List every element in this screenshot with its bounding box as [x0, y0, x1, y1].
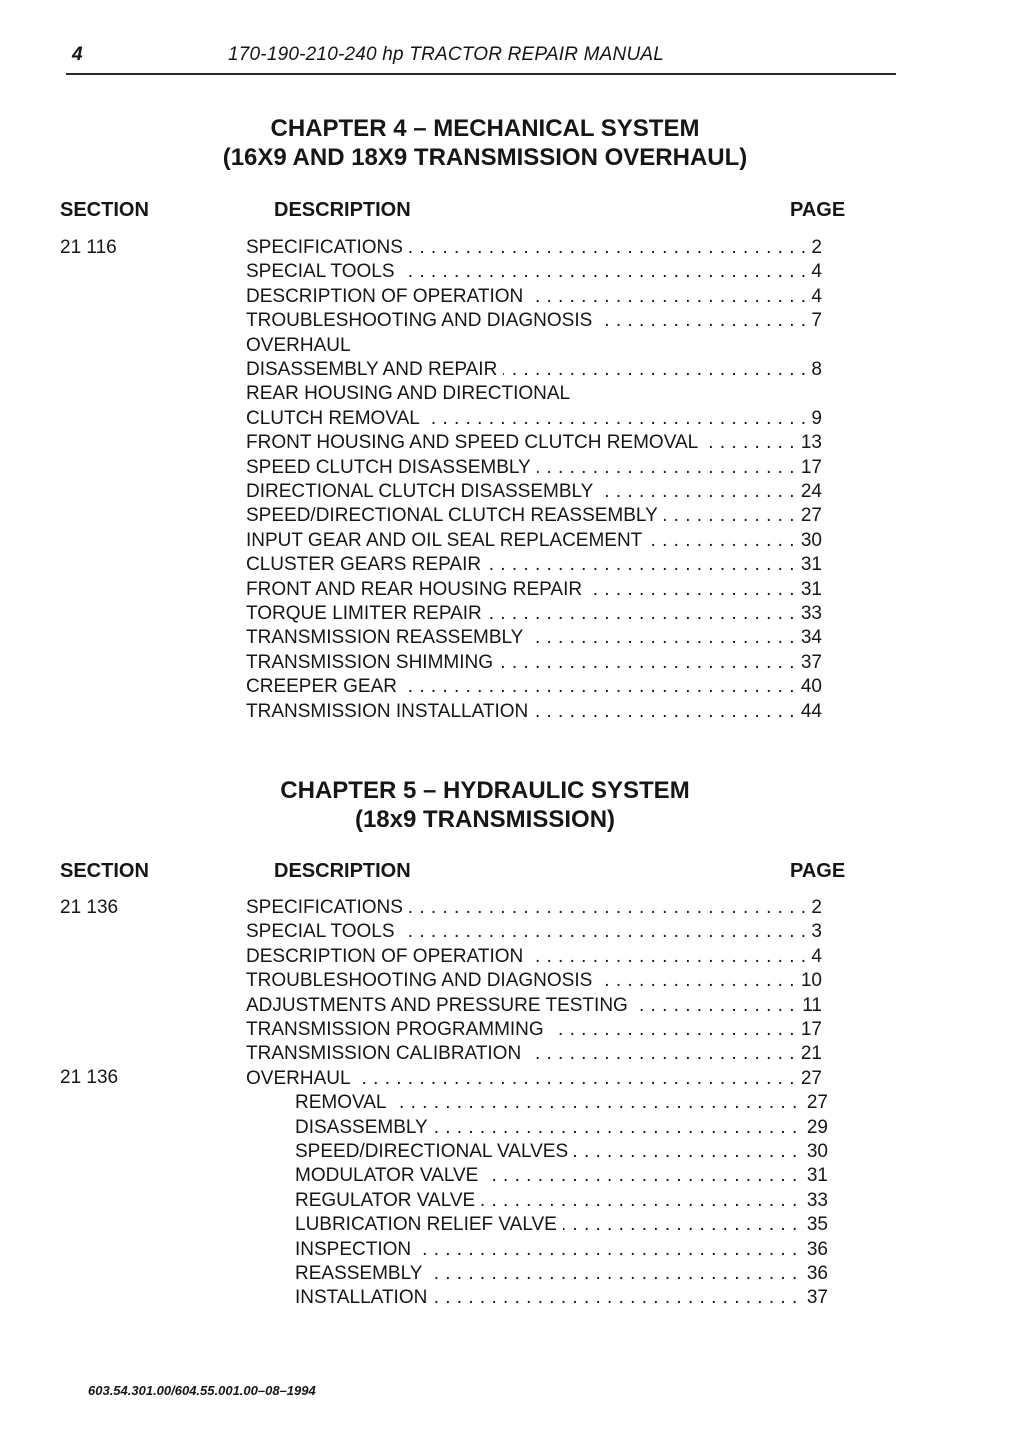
toc-entry-label: SPECIFICATIONS — [246, 896, 409, 920]
toc-entry-label: INPUT GEAR AND OIL SEAL REPLACEMENT — [246, 529, 648, 553]
toc-entry-label: TRANSMISSION SHIMMING — [246, 651, 499, 675]
toc-entry — [246, 553, 822, 577]
toc-entry-page: 4 — [807, 285, 822, 309]
toc-entry-page: 24 — [797, 480, 822, 504]
toc-entry — [246, 920, 822, 944]
chapter-4-page-header: PAGE — [790, 199, 846, 221]
toc-entry-label: TROUBLESHOOTING AND DIAGNOSIS — [246, 969, 598, 993]
toc-entry — [246, 994, 822, 1018]
toc-entry — [295, 1238, 828, 1262]
toc-entry-page: 31 — [797, 553, 822, 577]
toc-entry — [246, 480, 822, 504]
toc-entry-label: FRONT AND REAR HOUSING REPAIR — [246, 578, 588, 602]
toc-entry — [246, 407, 822, 431]
toc-entry — [295, 1213, 828, 1237]
chapter-5-section-code-1: 21 136 — [60, 897, 119, 918]
chapter-5-section-code-2: 21 136 — [60, 1067, 119, 1088]
toc-entry-page: 33 — [803, 1189, 828, 1213]
toc-entry — [246, 969, 822, 993]
toc-entry-label: REASSEMBLY — [295, 1262, 428, 1286]
toc-entry-label: LUBRICATION RELIEF VALVE — [295, 1213, 563, 1237]
toc-entry-page: 35 — [803, 1213, 828, 1237]
toc-entry — [246, 334, 822, 358]
chapter-4-section-header: SECTION — [60, 199, 149, 221]
toc-entry — [246, 382, 822, 406]
chapter-4-title-line1: CHAPTER 4 – MECHANICAL SYSTEM — [270, 115, 700, 142]
toc-entry — [246, 504, 822, 528]
toc-entry-page: 33 — [797, 602, 822, 626]
toc-entry-page: 44 — [797, 700, 822, 724]
toc-entry — [246, 700, 822, 724]
toc-entry-label: REMOVAL — [295, 1091, 393, 1115]
toc-entry — [246, 285, 822, 309]
manual-title: 170-190-210-240 hp TRACTOR REPAIR MANUAL — [228, 44, 665, 65]
toc-entry-page: 27 — [803, 1091, 828, 1115]
toc-entry — [246, 602, 822, 626]
toc-entry-page: 9 — [807, 407, 822, 431]
toc-entry-label: DISASSEMBLY AND REPAIR — [246, 358, 503, 382]
toc-entry-label: OVERHAUL — [246, 334, 357, 358]
chapter-5-title-line2: (18x9 TRANSMISSION) — [354, 806, 616, 833]
toc-entry — [246, 1042, 822, 1066]
toc-entry-label: FRONT HOUSING AND SPEED CLUTCH REMOVAL — [246, 431, 704, 455]
toc-entry-label: TRANSMISSION INSTALLATION — [246, 700, 534, 724]
toc-entry-label: CREEPER GEAR — [246, 675, 403, 699]
toc-entry-label: DIRECTIONAL CLUTCH DISASSEMBLY — [246, 480, 599, 504]
chapter-4-description-header: DESCRIPTION — [274, 199, 411, 221]
header-rule — [66, 73, 896, 75]
toc-entry — [246, 260, 822, 284]
toc-entry-page: 27 — [797, 504, 822, 528]
toc-entry-page: 3 — [807, 920, 822, 944]
chapter-5-title-line1: CHAPTER 5 – HYDRAULIC SYSTEM — [280, 777, 690, 804]
toc-entry-label: SPEED/DIRECTIONAL VALVES — [295, 1140, 574, 1164]
toc-entry-label: REGULATOR VALVE — [295, 1189, 481, 1213]
toc-entry-label: INSPECTION — [295, 1238, 417, 1262]
toc-entry-page: 40 — [797, 675, 822, 699]
toc-entry-label: DISASSEMBLY — [295, 1116, 434, 1140]
toc-entry — [246, 651, 822, 675]
toc-entry — [246, 1067, 822, 1091]
toc-entry-page: 2 — [807, 236, 822, 260]
toc-entry — [295, 1189, 828, 1213]
chapter-5-description-header: DESCRIPTION — [274, 860, 411, 882]
footer-document-code: 603.54.301.00/604.55.001.00–08–1994 — [88, 1383, 316, 1398]
toc-entry-label: SPECIFICATIONS — [246, 236, 409, 260]
toc-entry-page: 30 — [797, 529, 822, 553]
toc-entry-page: 29 — [803, 1116, 828, 1140]
toc-entry-label: DESCRIPTION OF OPERATION — [246, 945, 529, 969]
toc-entry-label: MODULATOR VALVE — [295, 1164, 484, 1188]
toc-entry-page: 31 — [803, 1164, 828, 1188]
toc-entry-label: CLUSTER GEARS REPAIR — [246, 553, 487, 577]
page-number: 4 — [72, 44, 83, 65]
toc-entry-page: 34 — [797, 626, 822, 650]
toc-entry-page: 27 — [797, 1067, 822, 1091]
toc-entry-page: 31 — [797, 578, 822, 602]
toc-entry-page: 13 — [797, 431, 822, 455]
toc-entry — [246, 945, 822, 969]
chapter-4-title-line2: (16X9 AND 18X9 TRANSMISSION OVERHAUL) — [222, 144, 748, 171]
toc-entry-label: ADJUSTMENTS AND PRESSURE TESTING — [246, 994, 634, 1018]
toc-entry-page: 17 — [797, 1018, 822, 1042]
toc-entry-label: OVERHAUL — [246, 1067, 357, 1091]
toc-entry-page: 37 — [803, 1286, 828, 1310]
toc-entry — [295, 1140, 828, 1164]
toc-entry — [246, 1018, 822, 1042]
toc-entry-page: 17 — [797, 456, 822, 480]
toc-entry-label: TROUBLESHOOTING AND DIAGNOSIS — [246, 309, 598, 333]
toc-entry-page: 11 — [798, 994, 822, 1018]
chapter-4-section-code: 21 116 — [60, 237, 117, 258]
toc-entry-page: 21 — [797, 1042, 822, 1066]
toc-entry-page: 36 — [803, 1262, 828, 1286]
chapter-5-page-header: PAGE — [790, 860, 846, 882]
toc-entry-label: TORQUE LIMITER REPAIR — [246, 602, 488, 626]
toc-entry — [246, 309, 822, 333]
toc-entry-label: DESCRIPTION OF OPERATION — [246, 285, 529, 309]
chapter-4-title — [0, 114, 970, 172]
toc-entry-page: 4 — [807, 945, 822, 969]
toc-entry — [295, 1091, 828, 1115]
toc-entry — [246, 578, 822, 602]
toc-entry-page: 2 — [807, 896, 822, 920]
toc-entry-page: 8 — [807, 358, 822, 382]
toc-entry-page: 36 — [803, 1238, 828, 1262]
toc-entry-label: SPEED CLUTCH DISASSEMBLY — [246, 456, 537, 480]
toc-entry-label: INSTALLATION — [295, 1286, 433, 1310]
toc-entry — [246, 896, 822, 920]
toc-entry — [246, 236, 822, 260]
toc-entry-label: TRANSMISSION CALIBRATION — [246, 1042, 527, 1066]
toc-entry — [295, 1286, 828, 1310]
toc-entry-label: TRANSMISSION PROGRAMMING — [246, 1018, 550, 1042]
toc-entry — [246, 675, 822, 699]
toc-entry-page: 10 — [797, 969, 822, 993]
toc-entry — [246, 626, 822, 650]
toc-entry — [295, 1262, 828, 1286]
toc-entry-page: 30 — [803, 1140, 828, 1164]
toc-entry-page: 37 — [797, 651, 822, 675]
toc-entry-label: CLUTCH REMOVAL — [246, 407, 426, 431]
toc-entry — [295, 1116, 828, 1140]
toc-entry-page: 4 — [807, 260, 822, 284]
toc-entry-label: SPECIAL TOOLS — [246, 920, 401, 944]
toc-entry-label: REAR HOUSING AND DIRECTIONAL — [246, 382, 576, 406]
toc-entry — [295, 1164, 828, 1188]
toc-entry — [246, 358, 822, 382]
toc-entry-label: SPEED/DIRECTIONAL CLUTCH REASSEMBLY — [246, 504, 664, 528]
toc-entry — [246, 529, 822, 553]
toc-entry-label: SPECIAL TOOLS — [246, 260, 401, 284]
toc-entry — [246, 431, 822, 455]
chapter-5-section-header: SECTION — [60, 860, 149, 882]
toc-entry-page: 7 — [807, 309, 822, 333]
chapter-5-title — [0, 776, 970, 834]
toc-entry-label: TRANSMISSION REASSEMBLY — [246, 626, 529, 650]
toc-entry — [246, 456, 822, 480]
